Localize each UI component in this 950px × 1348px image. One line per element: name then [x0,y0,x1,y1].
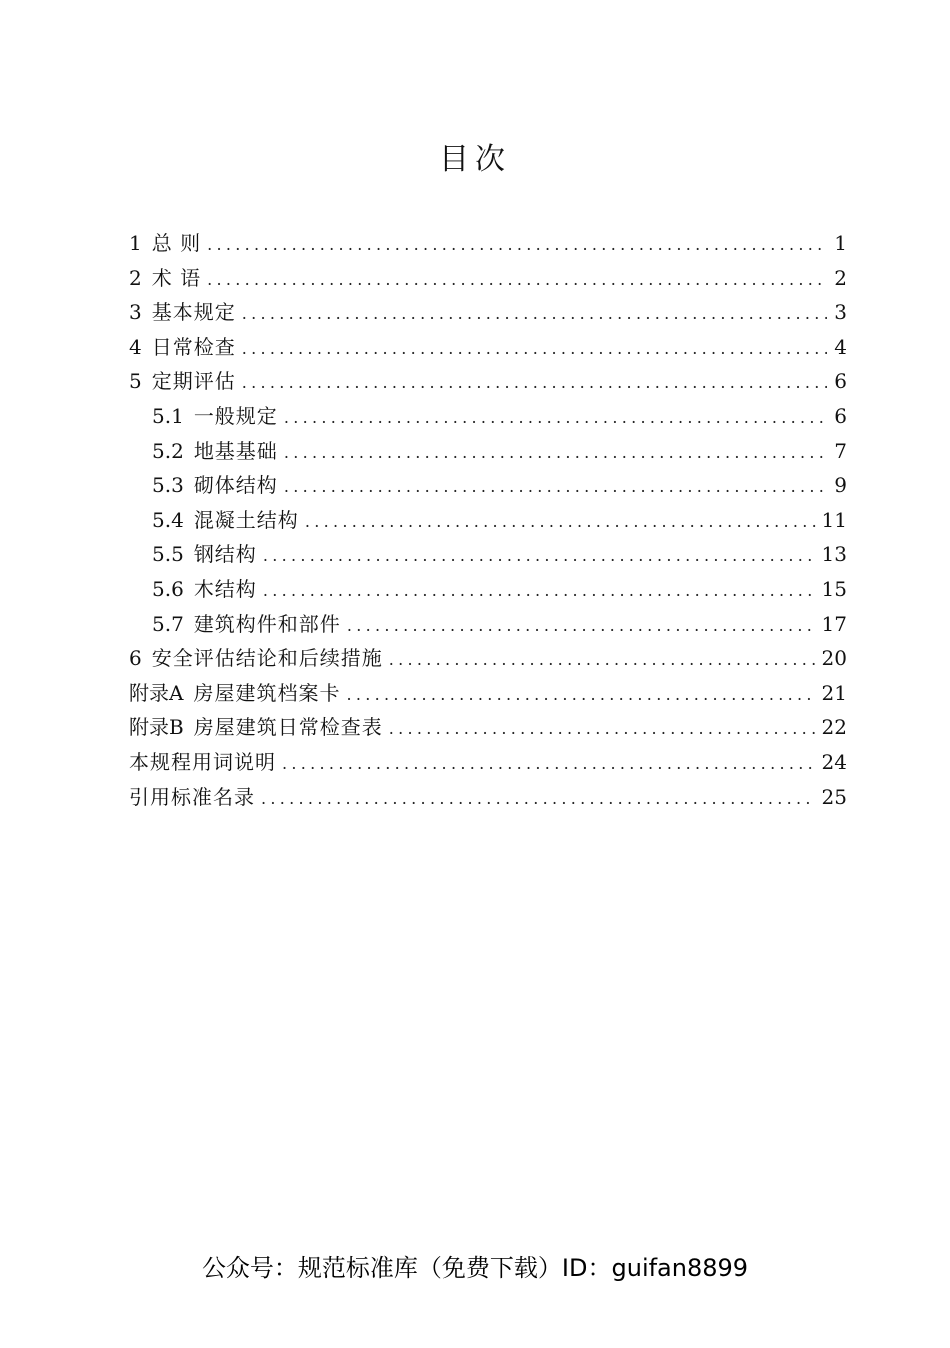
toc-entry-label: 混凝土结构 [193,507,299,532]
toc-entry-5-5[interactable] [129,537,847,572]
toc-leader-dots [305,505,816,540]
toc-entry-label: 房屋建筑日常检查表 [193,715,383,740]
toc-leader-dots [263,539,816,574]
toc-entry-label: 木结构 [193,576,257,601]
toc-entry-label: 总 则 [151,231,202,255]
toc-leader-dots [389,712,816,747]
toc-entry-page: 1 [834,231,847,255]
toc-entry-page: 7 [834,438,847,463]
toc-entry-4[interactable] [129,330,847,365]
toc-entry-page: 2 [834,265,847,290]
toc-entry-appendix-a[interactable] [129,676,847,711]
toc-leader-dots [346,678,815,713]
toc-entry-number: 5.7 [152,611,184,636]
toc-entry-number: 1 [129,231,142,255]
toc-leader-dots [242,297,827,332]
toc-leader-dots [284,401,827,436]
toc-entry-label: 引用标准名录 [129,784,255,809]
toc-entry-label: 地基基础 [193,438,278,463]
toc-leader-dots [242,366,827,401]
toc-entry-page: 11 [821,507,847,532]
toc-leader-dots [347,609,816,644]
toc-entry-6[interactable] [129,641,847,676]
toc-entry-page: 6 [834,369,847,394]
toc-entry-number: 5.2 [152,438,184,463]
toc-entry-label: 砌体结构 [193,473,278,498]
toc-entry-number: 5.3 [152,473,184,498]
toc-entry-label: 安全评估结论和后续措施 [151,646,383,671]
toc-entry-5-3[interactable] [129,468,847,503]
toc-entry-appendix-b[interactable] [129,710,847,745]
toc-leader-dots [389,643,816,678]
toc-entry-page: 13 [821,542,847,567]
toc-entry-label: 日常检查 [151,334,236,359]
toc-leader-dots [284,436,827,471]
toc-entry-5-2[interactable] [129,434,847,469]
toc-entry-label: 一般规定 [193,403,278,428]
toc-leader-dots [207,228,827,263]
toc-entry-5[interactable] [129,364,847,399]
toc-leader-dots [261,782,816,817]
toc-entry-5-6[interactable] [129,572,847,607]
watermark-footer-text: 公众号：规范标准库（免费下载）ID：guifan8899 [201,1254,749,1282]
toc-entry-page: 24 [821,749,847,774]
toc-entry-page: 4 [834,334,847,359]
toc-entry-number: 5.5 [152,542,184,567]
toc-leader-dots [282,747,816,782]
page-title: 目次 [439,142,511,177]
toc-entry-label: 定期评估 [151,369,236,394]
toc-entry-label: 本规程用词说明 [129,749,276,774]
toc-entry-cited-standards[interactable] [129,780,847,815]
toc-entry-number: 2 [129,265,142,290]
toc-entry-label: 钢结构 [193,542,257,567]
table-of-contents [129,226,847,814]
toc-entry-1[interactable] [129,226,847,261]
toc-entry-3[interactable] [129,295,847,330]
toc-entry-number: 5.1 [152,403,184,428]
toc-entry-label: 建筑构件和部件 [193,611,341,636]
toc-entry-2[interactable] [129,261,847,296]
toc-entry-number: 附录A [129,680,184,705]
toc-entry-page: 15 [821,576,847,601]
toc-entry-number: 5.4 [152,507,184,532]
toc-leader-dots [263,574,816,609]
toc-entry-number: 附录B [129,715,184,740]
toc-entry-page: 25 [821,784,847,809]
toc-entry-5-4[interactable] [129,503,847,538]
toc-entry-page: 9 [834,473,847,498]
toc-entry-wording-explanation[interactable] [129,745,847,780]
toc-entry-label: 术 语 [151,265,202,290]
toc-entry-page: 20 [821,646,847,671]
toc-entry-number: 5 [129,369,142,394]
toc-entry-page: 6 [834,403,847,428]
toc-leader-dots [242,332,827,367]
toc-entry-page: 21 [821,680,847,705]
toc-entry-5-7[interactable] [129,607,847,642]
toc-entry-number: 6 [129,646,142,671]
toc-leader-dots [207,263,827,298]
toc-leader-dots [284,470,827,505]
toc-entry-label: 房屋建筑档案卡 [193,680,341,705]
toc-entry-label: 基本规定 [151,300,236,325]
toc-entry-number: 3 [129,300,142,325]
toc-entry-page: 17 [821,611,847,636]
toc-entry-5-1[interactable] [129,399,847,434]
toc-entry-number: 5.6 [152,576,184,601]
toc-entry-page: 22 [821,715,847,740]
toc-entry-number: 4 [129,334,142,359]
toc-entry-page: 3 [834,300,847,325]
